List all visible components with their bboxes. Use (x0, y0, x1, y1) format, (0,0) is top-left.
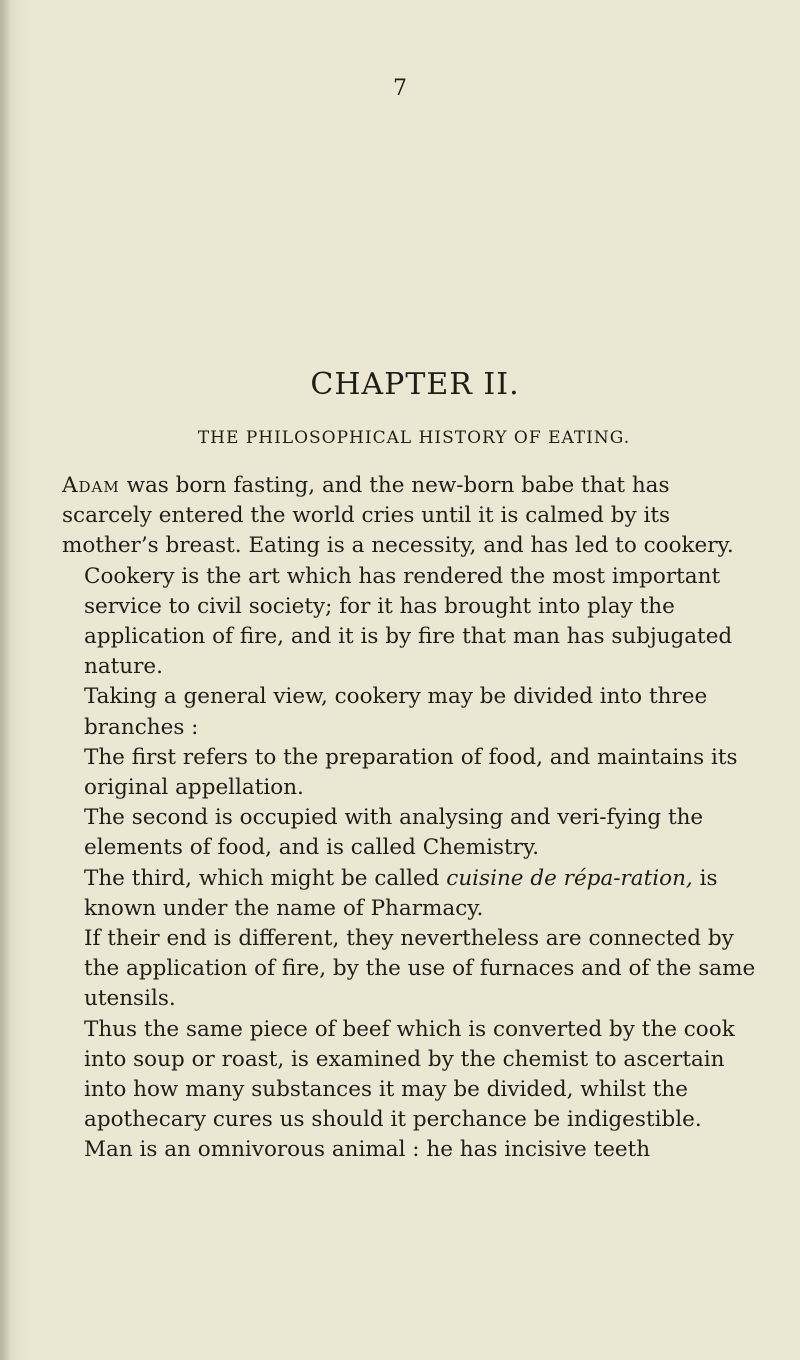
paragraph-1-text: was born fasting, and the new-born babe that has scarcely entered the world cries until it is calmed by its mother’s breast. Eating is a necessity, and has led to cookery. (62, 473, 734, 559)
chapter-subtitle: THE PHILOSOPHICAL HISTORY OF EATING. (197, 428, 631, 448)
drop-word: Adam (62, 473, 120, 498)
paragraph-1 (62, 471, 762, 562)
paragraph-6-start: The third, which might be called (84, 865, 447, 891)
paragraph-4: The first refers to the preparation of food, and maintains its original appellation. (84, 744, 738, 801)
page-number: 7 (393, 76, 407, 101)
paragraph-6 (62, 864, 762, 924)
paragraph-6-italic: cuisine de répa-ration, (446, 865, 693, 891)
body-text (62, 471, 762, 1166)
paragraph-7: If their end is different, they nevertheless are connected by the application of fire, by the use of furnaces and of the same utensils. (84, 926, 756, 1012)
paragraph-8: Thus the same piece of beef which is converted by the cook into soup or roast, is examined by the chemist to ascertain into how many substances it may be divided, whilst the apothecary cures us should it perchance be indigestible. (84, 1016, 735, 1133)
chapter-heading: CHAPTER II. (310, 367, 520, 402)
paragraph-5: The second is occupied with analysing and veri-fying the elements of food, and is called Chemistry. (84, 805, 704, 861)
binding-shadow (0, 0, 10, 1360)
paragraph-3: Taking a general view, cookery may be divided into three branches : (84, 684, 708, 740)
paragraph-6-end: is known under the name of Pharmacy. (84, 865, 718, 921)
paragraph-9: Man is an omnivorous animal : he has incisive teeth (84, 1137, 651, 1163)
paragraph-2: Cookery is the art which has rendered the most important service to civil society; for it has brought into play the application of fire, and it is by fire that man has subjugated nature. (84, 563, 733, 680)
